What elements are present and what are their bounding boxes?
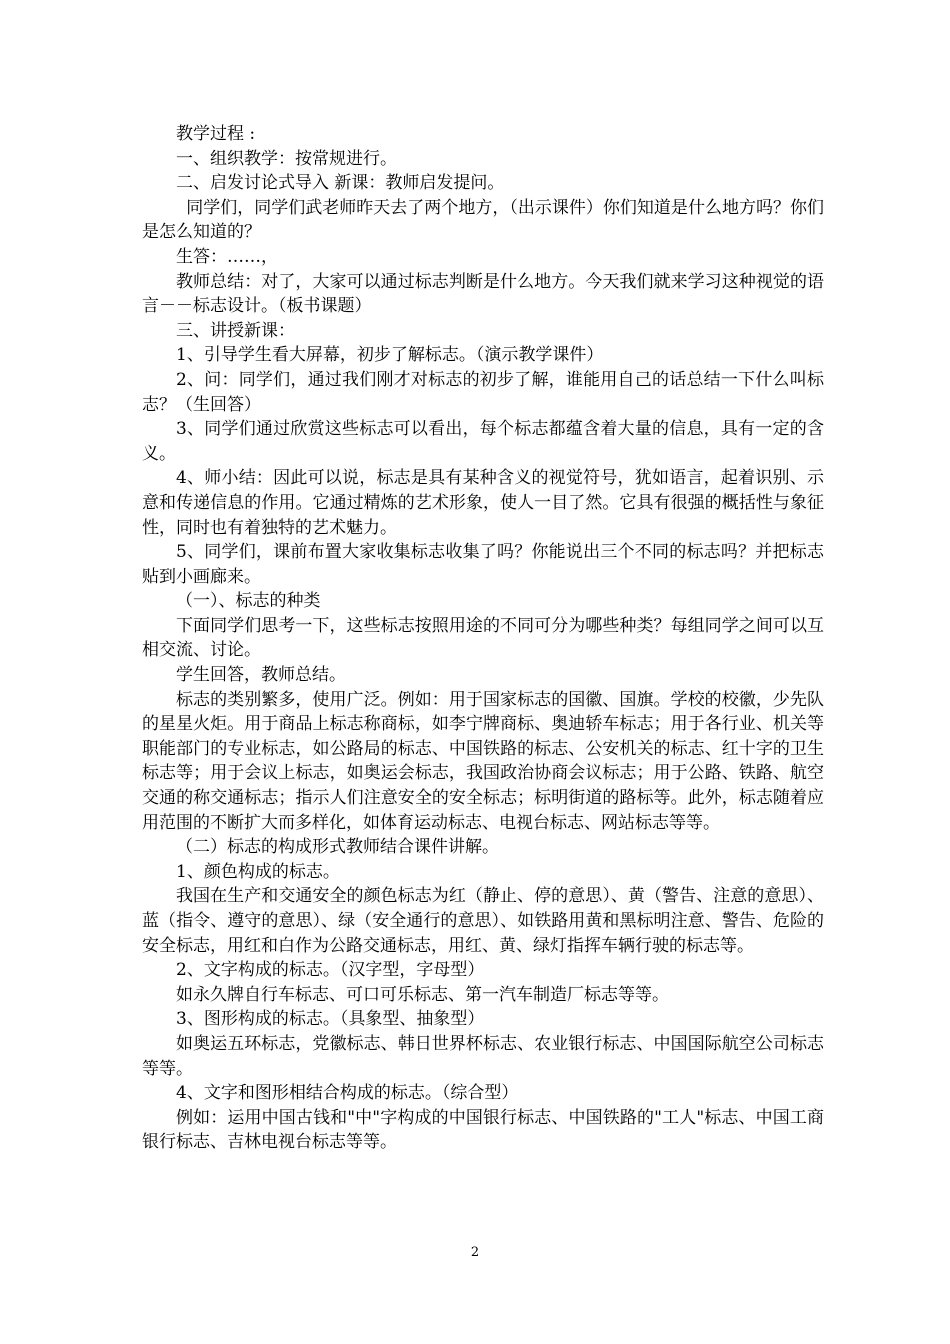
paragraph: 如永久牌自行车标志、可口可乐标志、第一汽车制造厂标志等等。 bbox=[176, 984, 669, 1005]
paragraph: 4、师小结：因此可以说，标志是具有某种含义的视觉符号，犹如语言，起着识别、示意和传递信息的作用。它通过精炼的艺术形象，使人一目了然。它具有很强的概括性与象征性，同时也有着独特的艺术魅力。 bbox=[142, 468, 824, 538]
paragraph: 4、文字和图形相结合构成的标志。（综合型） bbox=[176, 1083, 519, 1104]
document-body bbox=[142, 122, 824, 1155]
paragraph: 生答：……， bbox=[176, 246, 278, 267]
paragraph: 下面同学们思考一下，这些标志按照用途的不同可分为哪些种类？每组同学之间可以互相交流、讨论。 bbox=[142, 615, 824, 661]
paragraph: 2、问：同学们，通过我们刚才对标志的初步了解，谁能用自己的话总结一下什么叫标志？（生回答） bbox=[142, 369, 824, 415]
paragraph: 三、讲授新课： bbox=[176, 320, 295, 341]
paragraph: 1、颜色构成的标志。 bbox=[176, 861, 340, 882]
paragraph: 3、同学们通过欣赏这些标志可以看出，每个标志都蕴含着大量的信息，具有一定的含义。 bbox=[142, 419, 824, 464]
paragraph: 标志的类别繁多，使用广泛。例如：用于国家标志的国徽、国旗。学校的校徽，少先队的星星火炬。用于商品上标志称商标，如李宁牌商标、奥迪轿车标志；用于各行业、机关等职能部门的专业标志，如公路局的标志、中国铁路的标志、公安机关的标志、红十字的卫生标志等；用于会议上标志，如奥运会标志，我国政治协商会议标志；用于公路、铁路、航空交通的称交通标志；指示人们注意安全的安全标志；标明街道的路标等。此外，标志随着应用范围的不断扩大而多样化，如体育运动标志、电视台标志、网站标志等等。 bbox=[142, 689, 824, 833]
paragraph: 教师总结：对了，大家可以通过标志判断是什么地方。今天我们就来学习这种视觉的语言－－标志设计。（板书课题） bbox=[142, 271, 824, 317]
paragraph: 如奥运五环标志，党徽标志、韩日世界杯标志、农业银行标志、中国国际航空公司标志等等。 bbox=[142, 1033, 824, 1079]
section-heading: （一）、标志的种类 bbox=[176, 591, 321, 612]
paragraph: 我国在生产和交通安全的颜色标志为红（静止、停的意思）、黄（警告、注意的意思）、蓝（指令、遵守的意思）、绿（安全通行的意思）、如铁路用黄和黑标明注意、警告、危险的安全标志，用红和白作为公路交通标志，用红、黄、绿灯指挥车辆行驶的标志等。 bbox=[142, 886, 824, 956]
section-heading: （二）标志的构成形式教师结合课件讲解。 bbox=[176, 837, 499, 858]
page-number: 2 bbox=[470, 1245, 480, 1260]
paragraph: 同学们，同学们武老师昨天去了两个地方，（出示课件）你们知道是什么地方吗？你们是怎么知道的？ bbox=[142, 197, 824, 243]
paragraph: 教学过程 : bbox=[176, 124, 256, 144]
paragraph: 二、启发讨论式导入 新课：教师启发提问。 bbox=[176, 173, 505, 194]
paragraph: 一、组织教学：按常规进行。 bbox=[176, 148, 397, 169]
paragraph: 5、同学们，课前布置大家收集标志收集了吗？你能说出三个不同的标志吗？并把标志贴到小画廊来。 bbox=[142, 542, 824, 587]
paragraph: 例如：运用中国古钱和"中"字构成的中国银行标志、中国铁路的"工人"标志、中国工商银行标志、吉林电视台标志等等。 bbox=[142, 1107, 824, 1153]
paragraph: 2、文字构成的标志。（汉字型，字母型） bbox=[176, 960, 485, 981]
paragraph: 1、引导学生看大屏幕，初步了解标志。（演示教学课件） bbox=[176, 345, 604, 366]
paragraph: 学生回答，教师总结。 bbox=[176, 665, 346, 686]
paragraph: 3、图形构成的标志。（具象型、抽象型） bbox=[176, 1009, 485, 1030]
